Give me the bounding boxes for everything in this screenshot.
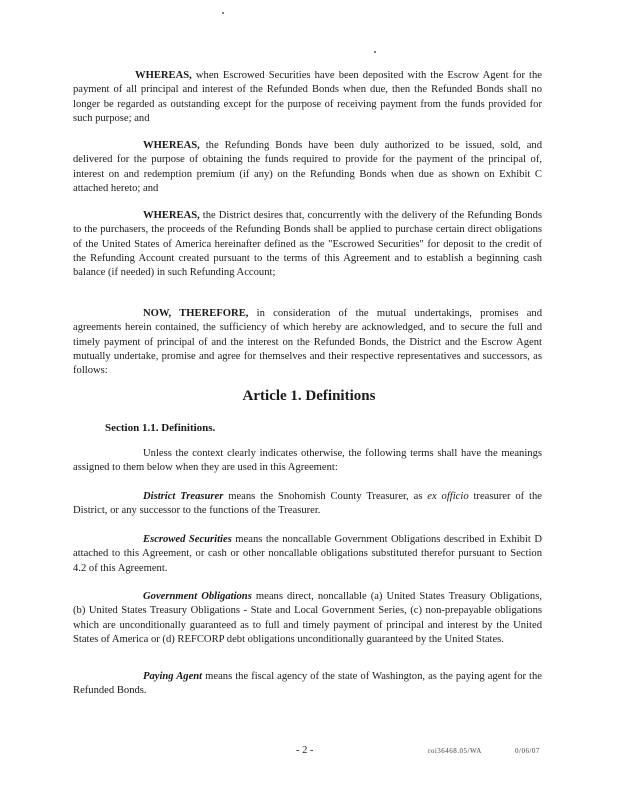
now-therefore-paragraph (73, 307, 542, 378)
defined-term: District Treasurer (143, 491, 224, 502)
definition-text: means the fiscal agency of the state of Washington, as the paying agent for the Refunded Bonds. (73, 671, 542, 697)
whereas-paragraph-2 (73, 139, 542, 196)
definition-italic: ex officio (427, 491, 469, 502)
defined-term: Paying Agent (143, 671, 203, 682)
whereas-paragraph-1 (73, 69, 542, 126)
definition-paying-agent (73, 670, 542, 699)
section-heading: Section 1.1. Definitions. (105, 422, 216, 434)
definition-text: treasurer of the District, or any successor to the functions of the Treasurer. (73, 491, 542, 517)
paragraph-lead: NOW, THEREFORE, (143, 308, 249, 319)
document-id: roi36468.05/WA (428, 747, 482, 755)
definition-district-treasurer (73, 490, 542, 519)
document-date: 0/06/07 (515, 747, 540, 755)
definition-government-obligations (73, 590, 542, 647)
whereas-paragraph-3 (73, 209, 542, 280)
definition-escrowed-securities (73, 533, 542, 576)
definition-text: means the noncallable Government Obligations described in Exhibit D attached to this Agreement, or cash or other noncallable obligations substituted therefor pursuant to Section 4.2 of this Agreement. (73, 534, 542, 574)
paragraph-text: when Escrowed Securities have been deposited with the Escrow Agent for the payment of all principal and interest of the Refunded Bonds when due, then the Refunded Bonds shall no longer be regarded as outstanding except for the purpose of receiving payment from the funds provided for such purpose; and (73, 70, 542, 124)
paragraph-text: the Refunding Bonds have been duly authorized to be issued, sold, and delivered for the purpose of obtaining the funds required to provide for the payment of the principal of, interest on and redemption premium (if any) on the Refunding Bonds when due as shown on Exhibit C attached hereto; and (73, 140, 542, 194)
scan-speck (374, 51, 376, 53)
defined-term: Government Obligations (143, 591, 252, 602)
paragraph-lead: WHEREAS, (143, 210, 200, 221)
definition-text: means the Snohomish County Treasurer, as (223, 491, 428, 502)
paragraph-lead: WHEREAS, (143, 140, 200, 151)
paragraph-text: in consideration of the mutual undertakings, promises and agreements herein contained, the sufficiency of which hereby are acknowledged, and to secure the full and timely payment of principal of and the interest on the Refunded Bonds, the District and the Escrow Agent mutually undertake, promise and agree for themselves and their respective representatives and successors, as follows: (73, 308, 542, 377)
article-heading: Article 1. Definitions (242, 388, 376, 404)
paragraph-text: the District desires that, concurrently with the delivery of the Refunding Bonds to the purchasers, the proceeds of the Refunding Bonds shall be applied to purchase certain direct obligations of the United States of America hereinafter defined as the "Escrowed Securities" for deposit to the credit of the Refunding Account created pursuant to the terms of this Agreement and to establish a beginning cash balance (if needed) in such Refunding Account; (73, 210, 542, 279)
paragraph-lead: WHEREAS, (135, 70, 192, 81)
scan-speck (222, 12, 224, 14)
defined-term: Escrowed Securities (143, 534, 232, 545)
definitions-intro: Unless the context clearly indicates otherwise, the following terms shall have the meanings assigned to them below when they are used in this Agreement: (73, 448, 542, 474)
definition-text: means direct, noncallable (a) United States Treasury Obligations, (b) United States Treasury Obligations - State and Local Government Series, (c) non-prepayable obligations which are unconditionally guaranteed as to full and timely payment of principal and interest by the United States of America or (d) REFCORP debt obligations unconditionally guaranteed by the United States. (73, 591, 542, 645)
page-number: - 2 - (296, 745, 314, 756)
